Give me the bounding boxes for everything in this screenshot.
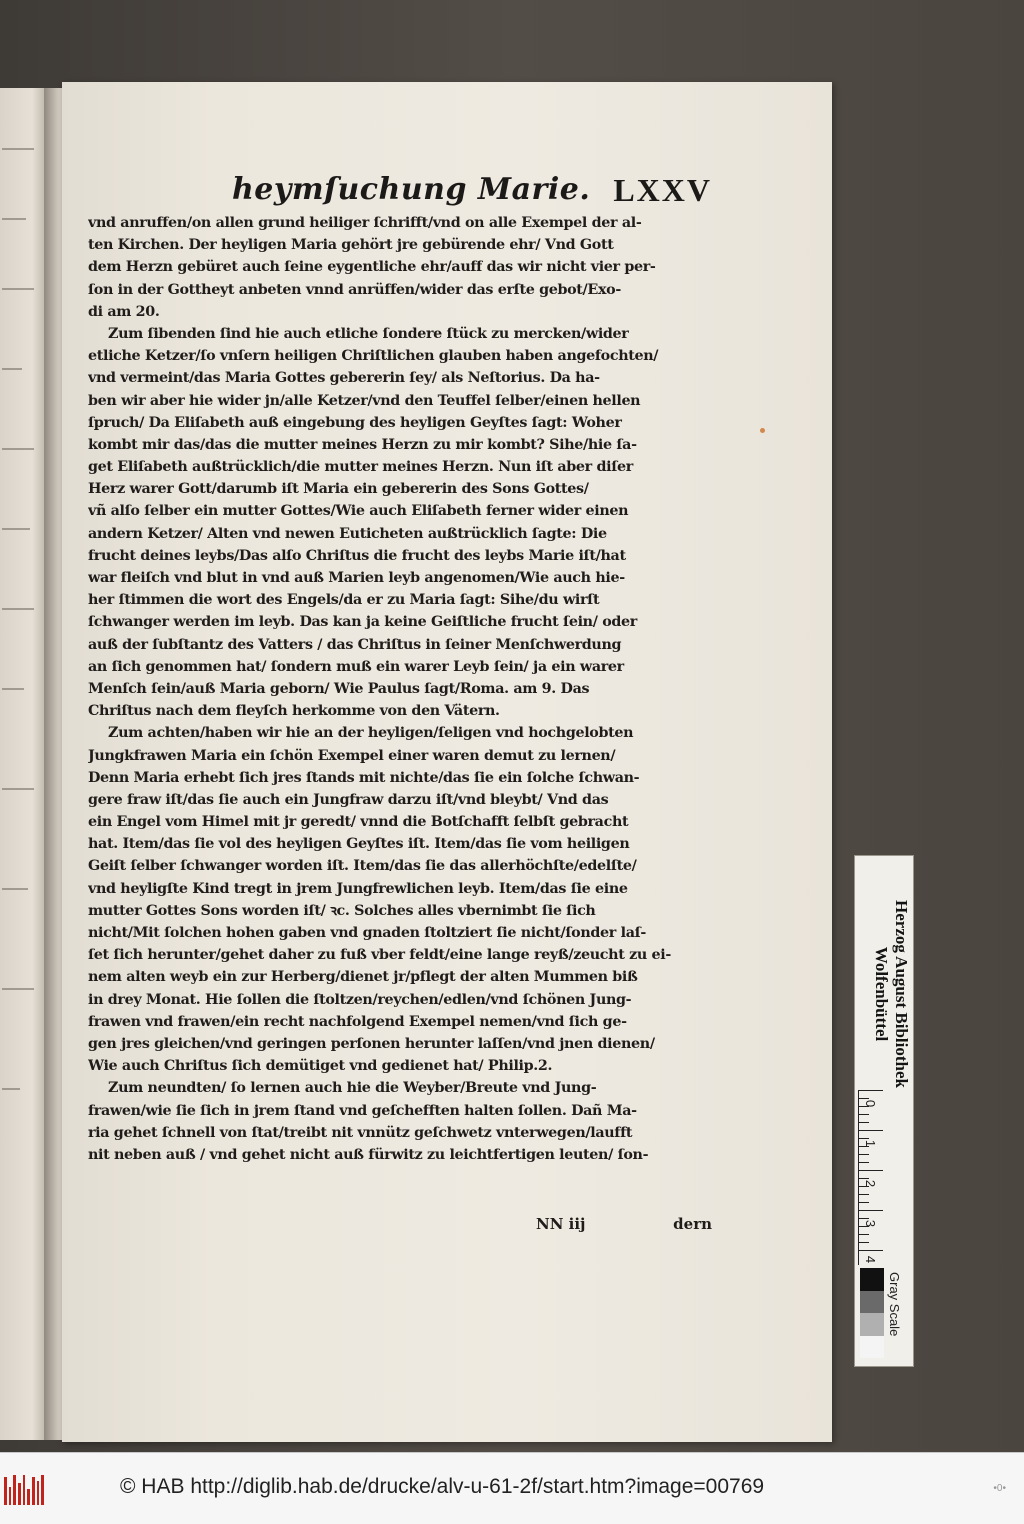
text-line: ſet ſich herunter/gehet daher zu fuß vber feldt/eine lange reyß/zeucht zu ei- [88,947,671,964]
paper-spot [760,428,765,433]
gray-scale-label: Gray Scale [887,1272,902,1337]
text-line: Chriſtus nach dem fleyſch herkomme von den Vätern. [88,703,500,720]
text-line: Wie auch Chriſtus ſich demütiget vnd gedienet hat/ Philip.2. [88,1058,553,1075]
copyright-url[interactable]: © HAB http://diglib.hab.de/drucke/alv-u-61-2f/start.htm?image=00769 [120,1475,765,1498]
scale-label-1: 1 [863,1139,879,1148]
text-line: frawen/wie ſie ſich in jrem ſtand vnd geſchefften halten ſollen. Dañ Ma- [88,1102,637,1119]
catchword: dern [673,1215,712,1233]
text-line: gere fraw iſt/das ſie auch ein Jungfraw darzu iſt/vnd bleybt/ Vnd das [88,791,609,808]
scale-label-0: 0 [863,1099,879,1108]
text-line: etliche Ketzer/ſo vnſern heiligen Chriſtlichen glauben haben angefochten/ [88,348,659,365]
text-line: di am 20. [88,303,160,320]
text-line: ten Kirchen. Der heyligen Maria gehört jre gebürende ehr/ Vnd Gott [88,237,614,254]
text-line: Herz warer Gott/darumb iſt Maria ein gebererin des Sons Gottes/ [88,481,589,498]
text-line: get Eliſabeth außtrücklich/die mutter meines Herzn. Nun iſt aber diſer [88,459,633,476]
scale-label-4: 4 [863,1255,879,1264]
measurement-scale [858,1090,885,1265]
library-name-line1: Herzog August Bibliothek [892,900,911,1088]
text-line: ben wir aber hie wider jn/alle Ketzer/vnd den Teuffel ſelber/einen hellen [88,392,641,409]
text-line: vnd anruffen/on allen grund heiliger ſchrifft/vnd on alle Exempel der al- [88,215,642,231]
text-line: frawen vnd frawen/ein recht nachfolgend Exempel nemen/vnd ſich ge- [88,1013,627,1030]
text-line: dem Herzn gebüret auch ſeine eygentliche ehr/auff das wir nicht vier per- [88,259,656,276]
text-line: hat. Item/das ſie vol des heyligen Geyſtes iſt. Item/das ſie vom heiligen [88,836,630,853]
text-line: frucht deines leybs/Das alſo Chriſtus die frucht des leybs Marie iſt/hat [88,547,626,564]
text-line: ſon in der Gottheyt anbeten vnnd anrüffen/wider das erſte gebot/Exo- [88,281,621,298]
folio-number: LXXV [613,172,712,208]
text-line: Denn Maria erhebt ſich jres ſtands mit nichte/das ſie ein ſolche ſchwan- [88,769,640,786]
text-line: her ſtimmen die wort des Engels/da er zu Maria ſagt: Sihe/du wirſt [88,592,600,609]
text-line: ſpruch/ Da Eliſabeth auß eingebung des heyligen Geyſtes ſagt: Woher [88,414,622,431]
text-line: an ſich genommen hat/ ſondern muß ein warer Leyb ſein/ ja ein warer [88,658,624,675]
text-line: Jungkfrawen Maria ein ſchön Exempel einer waren demut zu lernen/ [88,747,616,764]
text-line: Menſch ſein/auß Maria geborn/ Wie Paulus ſagt/Roma. am 9. Das [88,680,590,697]
text-line: war fleiſch vnd blut in vnd auß Marien leyb angenomen/Wie auch hie- [88,570,625,586]
text-line: nem alten weyb ein zur Herberg/dienet jr/pflegt der alten Mummen biß [88,969,638,986]
text-line: gen jres gleichen/vnd geringen perſonen herunter laſſen/vnd jnen dienen/ [88,1035,655,1052]
text-line: Zum ſibenden ſind hie auch etliche ſondere ſtück zu mercken/wider [108,325,629,342]
adjacent-page-edge [0,88,46,1440]
text-line: in drey Monat. Hie ſollen die ſtoltzen/reychen/edlen/vnd ſchönen Jung- [88,991,632,1008]
page-header [232,172,712,216]
scale-label-2: 2 [863,1179,879,1188]
text-line: ria gehet ſchnell von ſtat/treibt nit vnnütz geſchwetz vnterwegen/laufft [88,1124,633,1141]
running-title: heymſuchung Marie. [232,172,591,207]
text-line: kombt mir das/das die mutter meines Herzn zu mir kombt? Sihe/hie ſa- [88,436,637,453]
text-line: vnd heyligſte Kind tregt in jrem Jungfrewlichen leyb. Item/das ſie eine [88,880,628,897]
text-line: andern Ketzer/ Alten vnd newen Euticheten außtrücklich ſagte: Die [88,525,607,542]
text-line: ein Engel vom Himel mit jr geredt/ vnnd die Botſchafft ſelbſt gebracht [88,814,629,831]
text-line: nit neben auß / vnd gehet nicht auß fürwitz zu leichtfertigen leuten/ ſon- [88,1146,649,1163]
text-line: nicht/Mit ſolchen hohen gaben vnd gnaden ſtoltziert ſie nicht/ſonder laſ- [88,925,646,941]
text-line: ſchwanger werden im leyb. Das kan ja keine Geiſtliche frucht ſein/ oder [88,614,637,631]
text-line: mutter Gottes Sons worden iſt/ ꝛc. Solches alles vbernimbt ſie ſich [88,902,596,919]
scale-label-3: 3 [863,1219,879,1228]
text-line: auß der ſubſtantz des Vatters / das Chriſtus in ſeiner Menſchwerdung [88,636,622,653]
hab-logo-icon [4,1473,44,1505]
credit-bar [0,1452,1024,1524]
gray-scale-swatches [860,1268,884,1358]
text-line: Geiſt ſelber ſchwanger worden iſt. Item/das ſie das allerhöchſte/edelſte/ [88,858,637,875]
body-text [88,212,712,1166]
text-line: Zum achten/haben wir hie an der heyligen/ſeligen vnd hochgelobten [108,725,634,742]
text-line: Zum neundten/ ſo lernen auch hie die Weyber/Breute vnd Jung- [108,1080,597,1097]
signature-mark: NN iij [536,1215,586,1233]
page-footer [536,1215,712,1241]
credit-mark: •0• [993,1483,1006,1494]
text-line: vñ alſo ſelber ein mutter Gottes/Wie auch Eliſabeth ferner wider einen [88,503,629,520]
text-line: vnd vermeint/das Maria Gottes gebererin ſey/ als Neſtorius. Da ha- [88,370,600,387]
library-name-line2: Wolfenbüttel [872,946,891,1042]
